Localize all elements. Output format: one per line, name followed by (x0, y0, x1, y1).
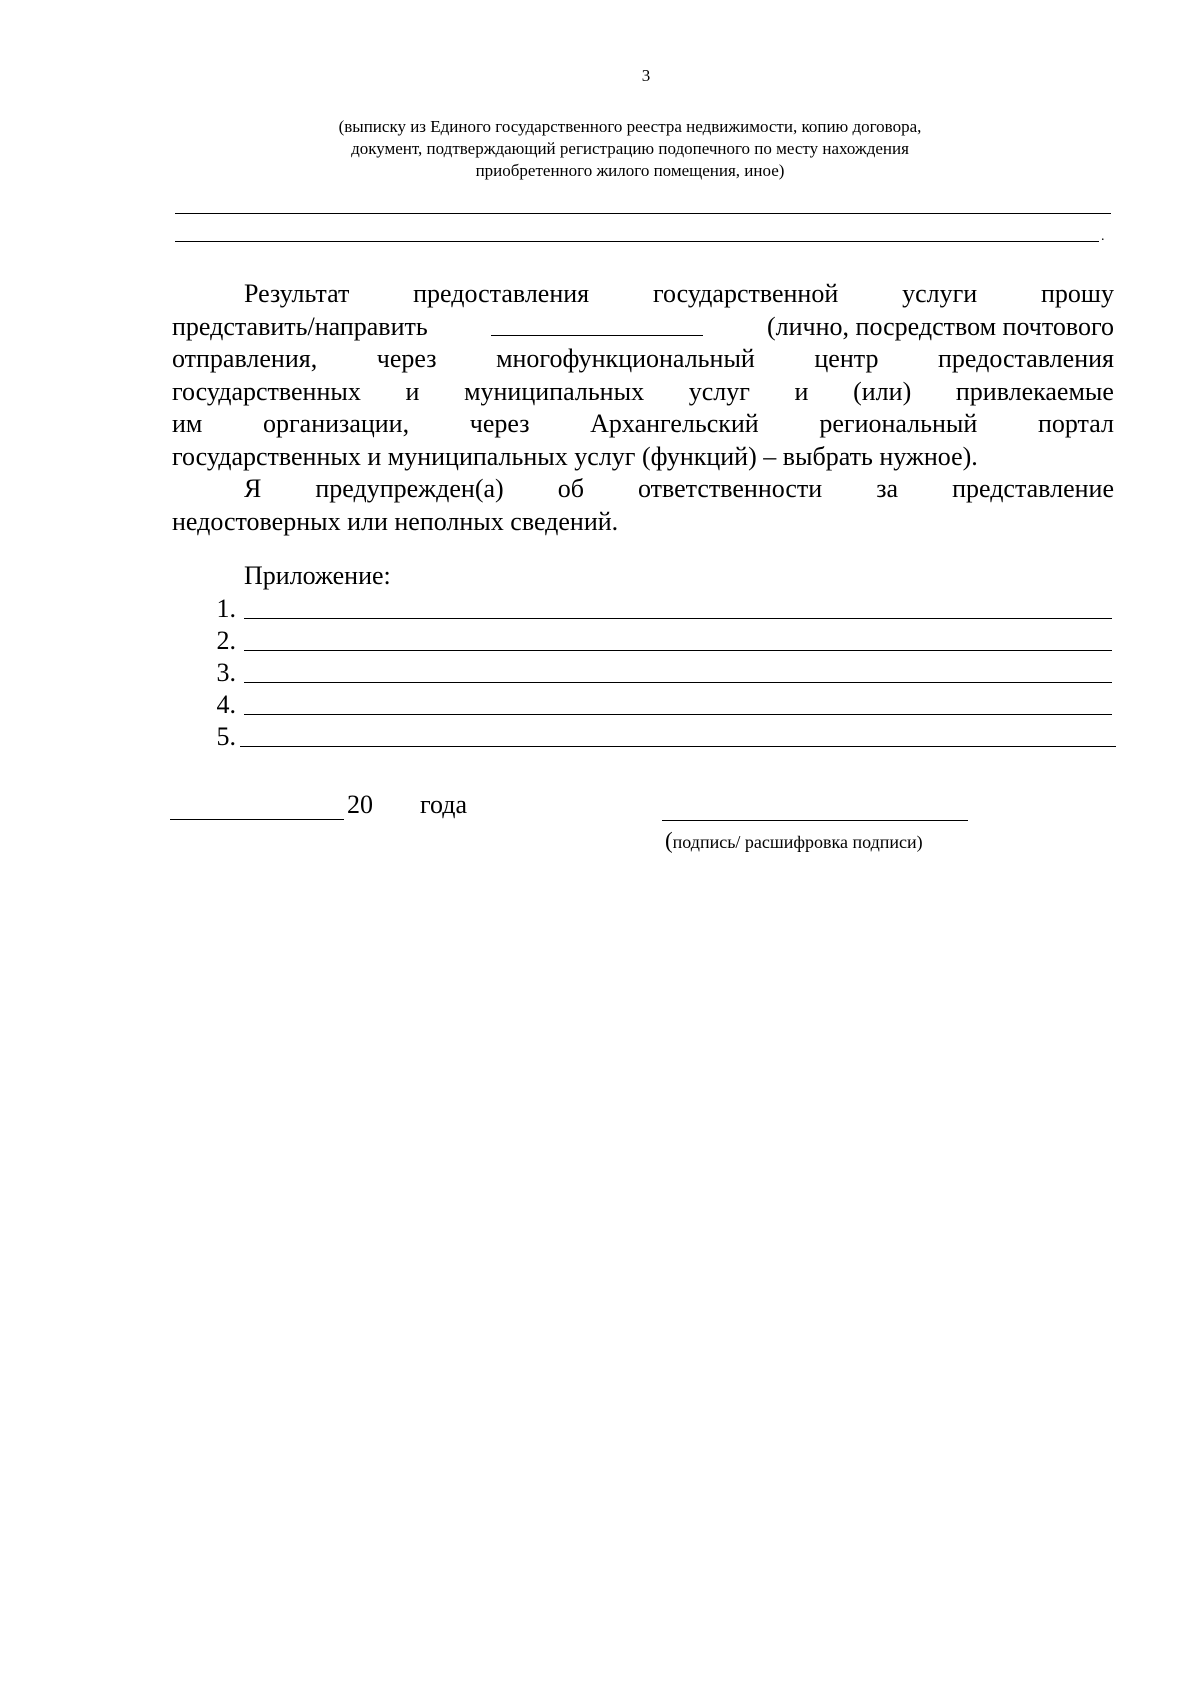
attachment-number: 1. (216, 594, 236, 623)
attachment-item (200, 625, 1112, 657)
attachment-number: 4. (216, 690, 236, 719)
attachment-item (200, 689, 1112, 721)
word: представление (952, 474, 1114, 503)
document-hint (270, 116, 990, 182)
document-blank-line-2[interactable] (175, 241, 1099, 242)
blank-line-dot: . (1101, 229, 1105, 244)
delivery-method-blank[interactable] (491, 311, 703, 336)
word: об (557, 474, 584, 503)
paragraph-line (172, 343, 1114, 376)
word: государственных (172, 376, 361, 406)
date-year-word: года (420, 790, 468, 819)
attachment-item (200, 721, 1116, 753)
word: ответственности (637, 474, 823, 503)
paragraph-line (172, 278, 1114, 311)
attachment-number: 3. (216, 658, 236, 687)
paragraph-line (172, 441, 1114, 474)
paragraph-line (172, 506, 1114, 539)
signature-caption-paren: ( (665, 828, 673, 853)
hint-line: приобретенного жилого помещения, иное) (475, 161, 785, 180)
signature-blank[interactable] (662, 820, 968, 821)
word: региональный (819, 409, 978, 438)
word: предоставления (413, 279, 590, 308)
word: представить/направить (172, 311, 428, 341)
attachment-blank[interactable] (244, 650, 1112, 651)
attachment-blank[interactable] (244, 714, 1112, 715)
word: предоставления (938, 344, 1114, 373)
signature-caption-text: подпись/ расшифровка подписи) (672, 832, 923, 852)
word: центр (814, 344, 879, 373)
attachments-label: Приложение: (244, 561, 391, 590)
word: портал (1037, 409, 1114, 438)
word: услуг (688, 376, 750, 406)
word: отправления, (172, 344, 318, 373)
attachment-item (200, 657, 1112, 689)
word: государственной (652, 279, 839, 308)
word: через (376, 344, 437, 373)
word: Результат (244, 279, 350, 308)
attachment-item (200, 593, 1112, 625)
word: Я (244, 474, 262, 503)
date-day-month-blank[interactable] (170, 819, 344, 820)
word: прошу (1041, 279, 1114, 308)
paragraph-text: недостоверных или неполных сведений. (172, 506, 619, 536)
word: многофункциональный (496, 344, 755, 373)
word: и (405, 376, 420, 406)
attachment-number: 2. (216, 626, 236, 655)
word: за (876, 474, 899, 503)
paragraph-line (172, 473, 1114, 506)
date-year-prefix: 20 (347, 790, 373, 819)
hint-line: документ, подтверждающий регистрацию подопечного по месту нахождения (351, 139, 909, 158)
word: муниципальных (464, 376, 645, 406)
paragraph-line (172, 376, 1114, 409)
paragraph-line (172, 311, 1114, 344)
result-delivery-paragraph (172, 278, 1114, 473)
hint-line: (выписку из Единого государственного реестра недвижимости, копию договора, (338, 117, 922, 136)
word: через (469, 409, 530, 438)
paragraph-line (172, 408, 1114, 441)
attachment-blank[interactable] (244, 618, 1112, 619)
attachment-number: 5. (216, 722, 236, 751)
paragraph-text: государственных и муниципальных услуг (функций) – выбрать нужное). (172, 441, 978, 471)
page-number: 3 (641, 66, 651, 85)
word: предупрежден(а) (315, 474, 504, 503)
word: Архангельский (590, 409, 759, 438)
word: услуги (902, 279, 978, 308)
word: им (172, 409, 203, 438)
word: (или) (853, 376, 912, 406)
word: и (794, 376, 809, 406)
word: организации, (263, 409, 410, 438)
document-blank-line-1[interactable] (175, 213, 1111, 214)
responsibility-paragraph (172, 473, 1114, 538)
word: (лично, посредством почтового (767, 311, 1114, 341)
attachment-blank[interactable] (244, 682, 1112, 683)
signature-caption (665, 828, 923, 855)
word: привлекаемые (955, 376, 1114, 406)
attachment-blank[interactable] (240, 746, 1116, 747)
